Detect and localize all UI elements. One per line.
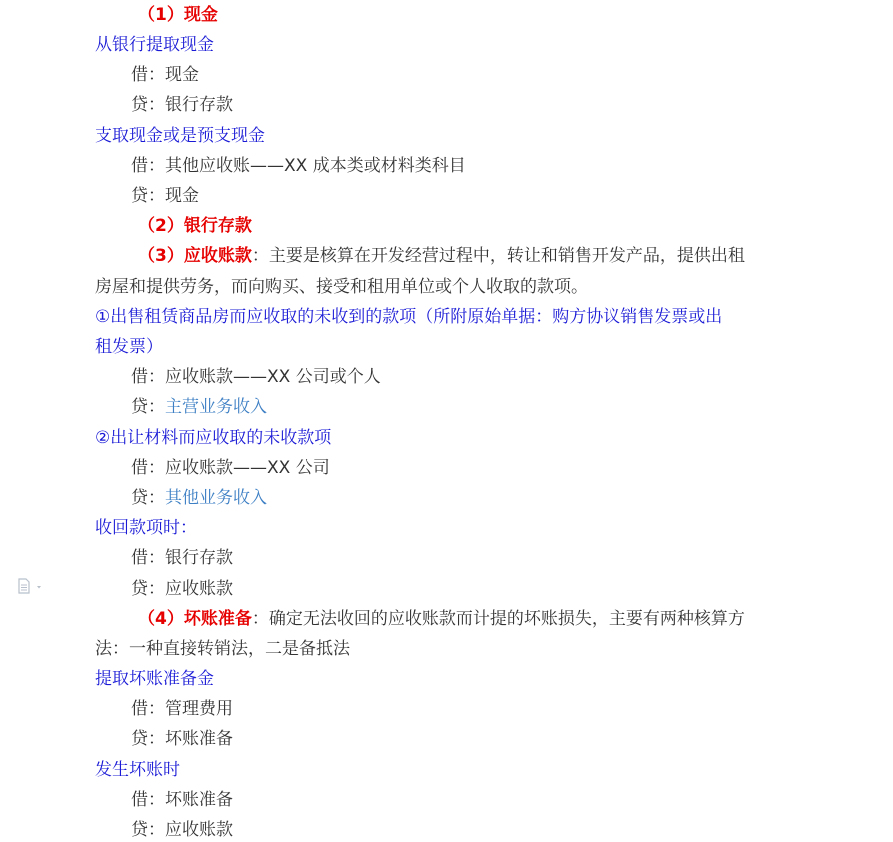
heading-cash: （1）现金 bbox=[138, 5, 218, 25]
receivable-item-1-title-1: ①出售租赁商品房而应收取的未收到的款项（所附原始单据：购方协议销售发票或出 bbox=[95, 307, 723, 327]
baddebt-desc-1: ：确定无法收回的应收账款而计提的坏账损失，主要有两种核算方 bbox=[251, 609, 745, 629]
baddebt-item-1-credit: 贷：坏账准备 bbox=[131, 729, 233, 749]
receivable-item-2-title: ②出让材料而应收取的未收款项 bbox=[95, 428, 332, 448]
receivable-item-2-debit: 借：应收账款——XX 公司 bbox=[131, 458, 330, 478]
receivable-item-2-credit bbox=[131, 486, 267, 510]
baddebt-paragraph-line-1 bbox=[138, 607, 745, 631]
baddebt-item-2-title: 发生坏账时 bbox=[95, 760, 180, 780]
document-menu-icon-svg bbox=[18, 578, 48, 594]
heading-baddebt: （4）坏账准备 bbox=[138, 609, 252, 629]
cash-item-2-title: 支取现金或是预支现金 bbox=[95, 126, 265, 146]
receivable-item-1-debit: 借：应收账款——XX 公司或个人 bbox=[131, 367, 381, 387]
heading-bank: （2）银行存款 bbox=[138, 216, 252, 236]
receivable-item-3-debit: 借：银行存款 bbox=[131, 548, 233, 568]
receivable-desc-2: 房屋和提供劳务，而向购买、接受和租用单位或个人收取的款项。 bbox=[95, 277, 588, 297]
baddebt-item-1-title: 提取坏账准备金 bbox=[95, 669, 214, 689]
receivable-item-1-title-2: 租发票） bbox=[95, 337, 163, 357]
baddebt-item-2-credit: 贷：应收账款 bbox=[131, 820, 233, 840]
other-business-income-link[interactable]: 其他业务收入 bbox=[165, 488, 267, 508]
document-menu-icon[interactable] bbox=[18, 578, 48, 594]
heading-receivable: （3）应收账款 bbox=[138, 246, 252, 266]
baddebt-item-1-debit: 借：管理费用 bbox=[131, 699, 233, 719]
receivable-item-3-title: 收回款项时： bbox=[95, 518, 197, 538]
cash-item-2-debit: 借：其他应收账——XX 成本类或材料类科目 bbox=[131, 156, 466, 176]
main-business-income-link[interactable]: 主营业务收入 bbox=[165, 397, 267, 417]
receivable-paragraph-line-1 bbox=[138, 244, 745, 268]
receivable-item-1-credit-prefix: 贷： bbox=[131, 397, 165, 417]
baddebt-item-2-debit: 借：坏账准备 bbox=[131, 790, 233, 810]
baddebt-desc-2: 法：一种直接转销法，二是备抵法 bbox=[95, 639, 350, 659]
receivable-desc-1: ：主要是核算在开发经营过程中，转让和销售开发产品，提供出租 bbox=[251, 246, 745, 266]
receivable-item-2-credit-prefix: 贷： bbox=[131, 488, 165, 508]
receivable-item-1-credit bbox=[131, 395, 267, 419]
cash-item-2-credit: 贷：现金 bbox=[131, 186, 199, 206]
cash-item-1-debit: 借：现金 bbox=[131, 65, 199, 85]
receivable-item-3-credit: 贷：应收账款 bbox=[131, 579, 233, 599]
cash-item-1-credit: 贷：银行存款 bbox=[131, 95, 233, 115]
cash-item-1-title: 从银行提取现金 bbox=[95, 35, 214, 55]
